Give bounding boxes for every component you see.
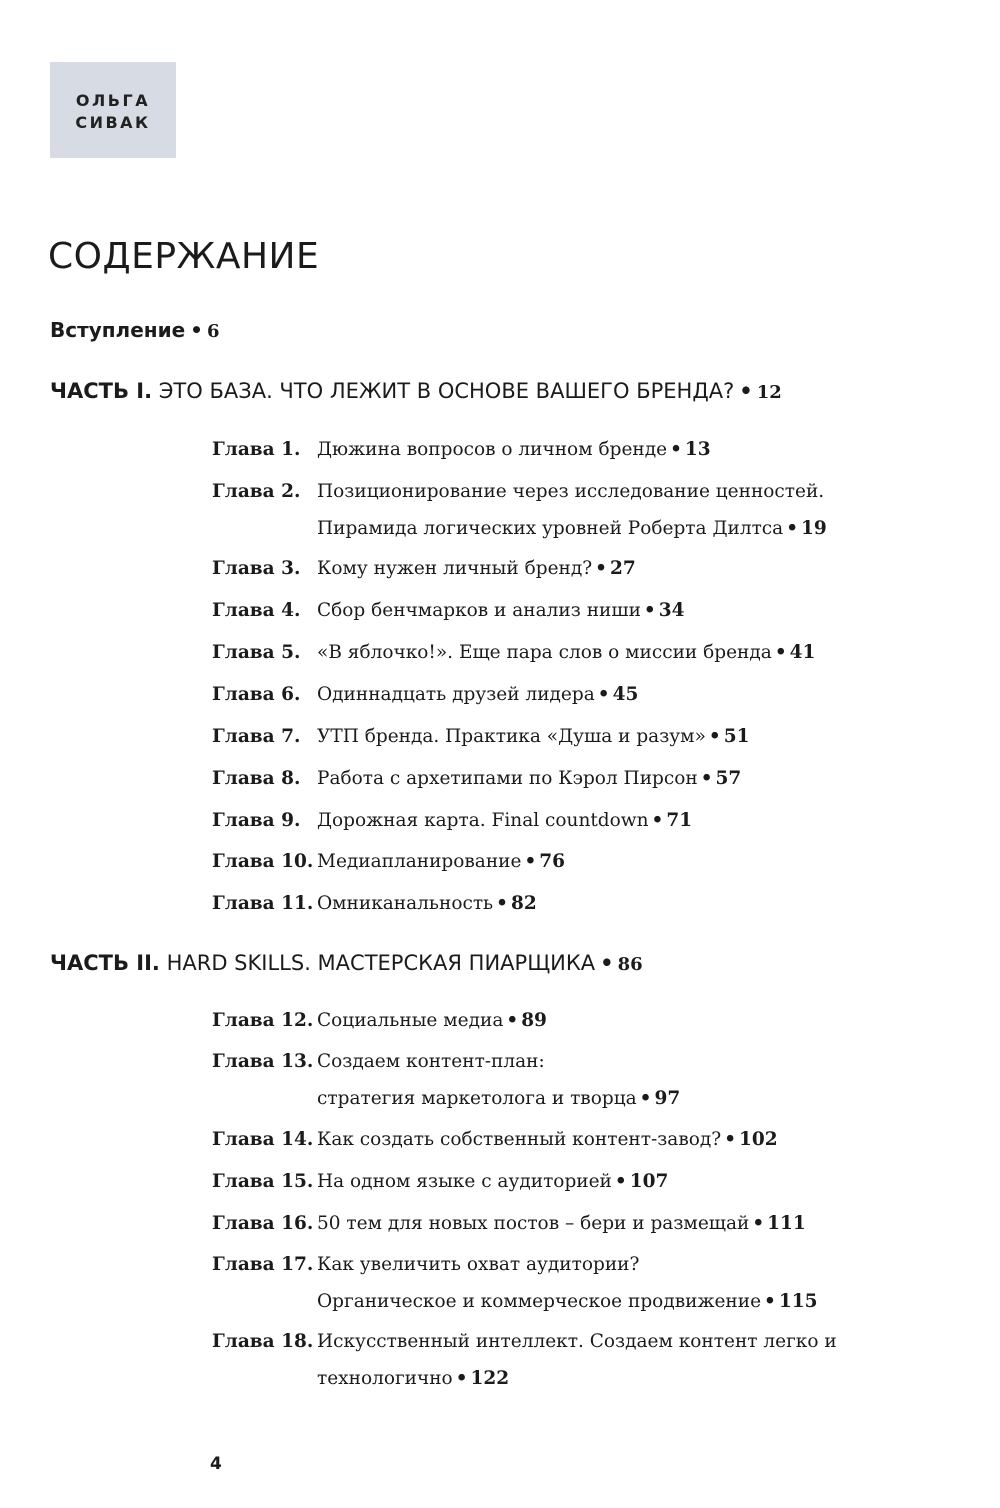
chapter-label: Глава 10. — [212, 851, 314, 872]
chapter-label: Глава 3. — [212, 558, 301, 579]
chapter-page: 13 — [684, 439, 711, 460]
toc-chapter-16[interactable] — [212, 1205, 912, 1242]
toc-chapter-10[interactable] — [212, 843, 912, 880]
chapter-page: 71 — [666, 810, 693, 831]
toc-chapter-4[interactable] — [212, 592, 912, 629]
chapter-label: Глава 13. — [212, 1051, 314, 1072]
chapter-page: 82 — [510, 893, 537, 914]
toc-entry-intro[interactable] — [50, 318, 219, 342]
chapter-label: Глава 18. — [212, 1331, 314, 1352]
chapter-title-line: Искусственный интеллект. Создаем контент легко и — [317, 1331, 837, 1352]
chapter-label: Глава 1. — [212, 439, 301, 460]
chapter-title-line: Как увеличить охват аудитории? — [317, 1254, 640, 1275]
chapter-page: 122 — [470, 1368, 510, 1389]
chapter-label: Глава 5. — [212, 642, 301, 663]
chapter-title: Одиннадцать друзей лидера — [317, 684, 595, 705]
chapter-page: 115 — [778, 1291, 818, 1312]
chapter-page: 76 — [539, 851, 566, 872]
chapter-label: Глава 6. — [212, 684, 301, 705]
separator-dot: • — [597, 684, 610, 705]
chapter-label: Глава 9. — [212, 810, 301, 831]
page-title: СОДЕРЖАНИЕ — [48, 236, 320, 277]
toc-chapter-17[interactable] — [212, 1246, 912, 1320]
separator-dot: • — [774, 642, 787, 663]
separator-dot: • — [724, 1129, 737, 1150]
chapter-page: 102 — [739, 1129, 778, 1150]
chapter-title: Омниканальность — [317, 893, 494, 914]
chapter-title: УТП бренда. Практика «Душа и разум» — [317, 726, 706, 747]
chapter-title: На одном языке с аудиторией — [317, 1171, 612, 1192]
chapter-title: Дюжина вопросов о личном бренде — [317, 439, 668, 460]
chapter-label: Глава 16. — [212, 1213, 314, 1234]
chapter-label: Глава 4. — [212, 600, 301, 621]
separator-dot: • — [595, 558, 607, 579]
chapter-page: 41 — [789, 642, 816, 663]
separator-dot: • — [614, 1171, 627, 1192]
toc-chapter-2[interactable] — [212, 473, 912, 547]
separator-dot: • — [708, 726, 721, 747]
chapter-page: 97 — [654, 1088, 681, 1109]
separator-dot: • — [496, 893, 508, 914]
separator-dot: • — [524, 851, 537, 872]
chapter-page: 57 — [715, 768, 742, 789]
toc-chapter-12[interactable] — [212, 1002, 912, 1039]
toc-chapter-5[interactable] — [212, 634, 912, 671]
part-title: ЭТО БАЗА. ЧТО ЛЕЖИТ В ОСНОВЕ ВАШЕГО БРЕНДА? — [158, 379, 735, 403]
toc-chapter-1[interactable] — [212, 431, 912, 468]
part-label: ЧАСТЬ II. — [50, 951, 160, 975]
separator-dot: • — [739, 378, 753, 403]
toc-part-1[interactable] — [50, 378, 782, 403]
chapter-page: 111 — [767, 1213, 806, 1234]
chapter-title-line: стратегия маркетолога и творца — [317, 1088, 637, 1109]
chapter-label: Глава 11. — [212, 893, 314, 914]
chapter-label: Глава 15. — [212, 1171, 314, 1192]
toc-chapter-3[interactable] — [212, 550, 912, 587]
chapter-title: Медиапланирование — [317, 851, 522, 872]
chapter-title: «В яблочко!». Еще пара слов о миссии бренда — [317, 642, 772, 663]
chapter-title-line: Позиционирование через исследование ценностей. — [317, 481, 825, 502]
chapter-page: 27 — [609, 558, 636, 579]
separator-dot: • — [700, 768, 713, 789]
chapter-label: Глава 14. — [212, 1129, 314, 1150]
toc-part-2[interactable] — [50, 950, 643, 975]
separator-dot: • — [600, 950, 614, 975]
toc-chapter-14[interactable] — [212, 1121, 912, 1158]
chapter-page: 107 — [629, 1171, 669, 1192]
chapter-page: 51 — [723, 726, 750, 747]
toc-chapter-7[interactable] — [212, 718, 912, 755]
separator-dot: • — [670, 439, 682, 460]
toc-chapter-8[interactable] — [212, 760, 912, 797]
author-last-name: СИВАК — [75, 113, 151, 132]
separator-dot: • — [651, 810, 664, 831]
chapter-title-line: Пирамида логических уровней Роберта Дилтса — [317, 518, 784, 539]
chapter-label: Глава 8. — [212, 768, 301, 789]
toc-chapter-18[interactable] — [212, 1323, 912, 1397]
chapter-label: Глава 17. — [212, 1254, 314, 1275]
toc-chapter-6[interactable] — [212, 676, 912, 713]
intro-page: 6 — [206, 321, 220, 342]
chapter-label: Глава 2. — [212, 481, 301, 502]
author-first-name: ОЛЬГА — [75, 91, 151, 110]
toc-chapter-15[interactable] — [212, 1163, 912, 1200]
page-number: 4 — [210, 1454, 222, 1474]
chapter-title: Работа с архетипами по Кэрол Пирсон — [317, 768, 698, 789]
separator-dot: • — [639, 1088, 652, 1109]
part-page: 86 — [617, 954, 643, 975]
chapter-title-line: технологично — [317, 1368, 453, 1389]
chapter-title-line: Органическое и коммерческое продвижение — [317, 1291, 762, 1312]
chapter-title: Кому нужен личный бренд? — [317, 558, 593, 579]
chapter-page: 34 — [658, 600, 685, 621]
separator-dot: • — [786, 518, 799, 539]
chapter-label: Глава 12. — [212, 1010, 314, 1031]
separator-dot: • — [455, 1368, 468, 1389]
chapter-page: 89 — [521, 1010, 547, 1031]
intro-label: Вступление — [50, 318, 186, 342]
toc-chapter-11[interactable] — [212, 885, 912, 922]
separator-dot: • — [764, 1291, 776, 1312]
separator-dot: • — [752, 1213, 765, 1234]
chapter-title: Дорожная карта. Final countdown — [317, 810, 649, 831]
part-page: 12 — [756, 382, 782, 403]
separator-dot: • — [506, 1010, 519, 1031]
chapter-title: Как создать собственный контент-завод? — [317, 1129, 722, 1150]
chapter-title-line: Создаем контент-план: — [317, 1051, 545, 1072]
chapter-page: 19 — [801, 518, 827, 539]
author-label — [50, 62, 176, 158]
part-title: HARD SKILLS. МАСТЕРСКАЯ ПИАРЩИКА — [166, 951, 596, 975]
toc-chapter-9[interactable] — [212, 802, 912, 839]
chapter-page: 45 — [612, 684, 639, 705]
chapter-label: Глава 7. — [212, 726, 301, 747]
chapter-title: Социальные медиа — [317, 1010, 504, 1031]
part-label: ЧАСТЬ I. — [50, 379, 153, 403]
separator-dot: • — [643, 600, 656, 621]
separator-dot: • — [190, 318, 203, 342]
toc-chapter-13[interactable] — [212, 1043, 912, 1117]
chapter-title: Сбор бенчмарков и анализ ниши — [317, 600, 641, 621]
chapter-title: 50 тем для новых постов – бери и размещай — [317, 1213, 750, 1234]
